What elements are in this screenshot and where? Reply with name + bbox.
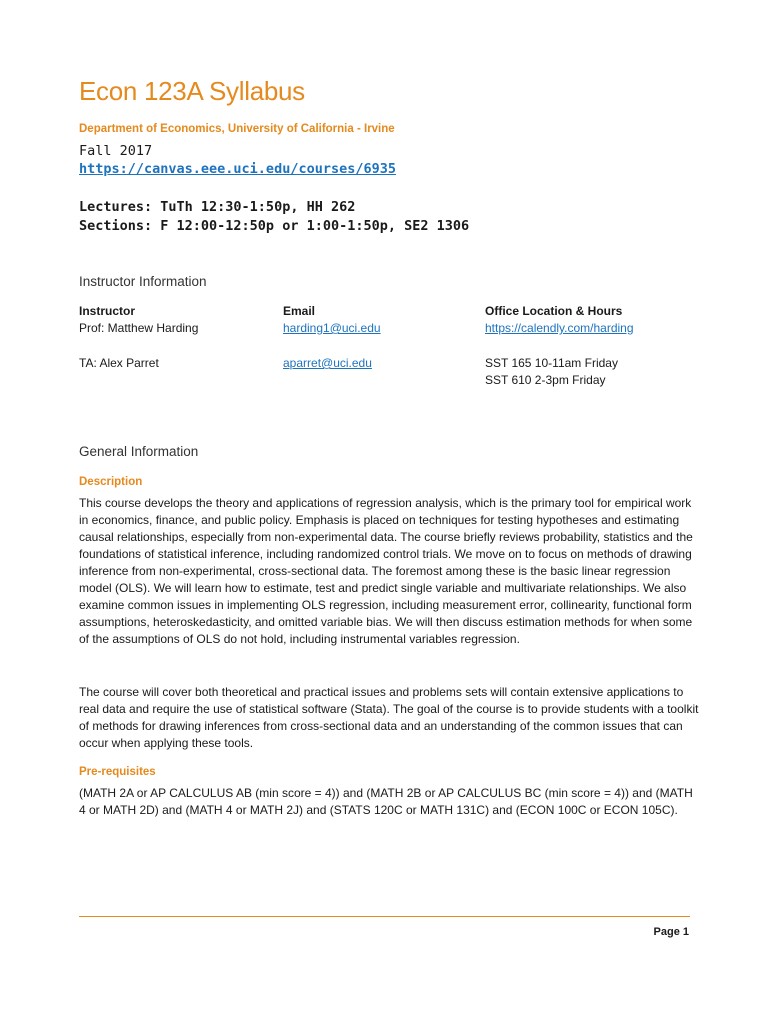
department-subtitle: Department of Economics, University of California - Irvine: [79, 123, 395, 135]
ta-name: TA: Alex Parret: [79, 356, 159, 370]
description-paragraph-2: The course will cover both theoretical and practical issues and problems sets will contain extensive applications to real data and require the use of statistical software (Stata). The goal of the course is to provide students with a toolkit of methods for drawing inferences from cross-sectional data and an understanding of the common issues that can occur when applying these tools.: [79, 685, 699, 750]
instructor-name: Prof: Matthew Harding: [79, 321, 199, 335]
lectures-info: Lectures: TuTh 12:30-1:50p, HH 262: [79, 199, 356, 215]
footer-divider: [79, 916, 690, 917]
ta-office-hours-2: SST 610 2-3pm Friday: [485, 373, 606, 387]
general-info-heading: General Information: [79, 444, 199, 459]
page-title: Econ 123A Syllabus: [79, 76, 305, 106]
prerequisites-text: (MATH 2A or AP CALCULUS AB (min score = 4)) and (MATH 2B or AP CALCULUS BC (min score = 4)) and (MATH 4 or MATH 2D) and (MATH 4 or MATH 2J) and (STATS 120C or MATH 131C) and (ECON 100C or ECON 105C).: [79, 786, 693, 817]
instructor-column-header: [79, 303, 135, 320]
office-column-header: Office Location & Hours: [485, 304, 623, 318]
canvas-course-link[interactable]: https://canvas.eee.uci.edu/courses/6935: [79, 161, 396, 177]
instructor-email-link[interactable]: harding1@uci.edu: [283, 321, 381, 335]
calendly-link[interactable]: https://calendly.com/harding: [485, 321, 634, 335]
term-label: Fall 2017: [79, 143, 153, 159]
prerequisites-heading: Pre-requisites: [79, 766, 156, 778]
instructor-info-heading: Instructor Information: [79, 274, 207, 289]
page-number: Page 1: [653, 926, 689, 938]
description-paragraph-1: This course develops the theory and applications of regression analysis, which is the primary tool for empirical work in economics, finance, and public policy. Emphasis is placed on techniques for testing hypotheses and estimating causal relationships, especially from non-experimental data. The course briefly reviews probability, statistics and the foundations of statistical inference, including randomized control trials. We move on to focus on methods of drawing inference from non-experimental, cross-sectional data. The foremost among these is the basic linear regression model (OLS). We will learn how to estimate, test and predict single variable and multivariate relationships. We also examine common issues in implementing OLS regression, including measurement error, collinearity, functional form assumptions, heteroskedasticity, and omitted variable bias. We will then discuss estimation methods for when some of the assumptions of OLS do not hold, including instrumental variables regression.: [79, 496, 693, 646]
ta-office-hours-1: SST 165 10-11am Friday: [485, 356, 618, 370]
email-column-header: Email: [283, 304, 316, 318]
ta-email-link[interactable]: aparret@uci.edu: [283, 356, 372, 370]
instructor-header-label: Instructor: [79, 304, 136, 318]
description-heading: Description: [79, 476, 143, 488]
sections-info: Sections: F 12:00-12:50p or 1:00-1:50p, SE2 1306: [79, 218, 470, 234]
